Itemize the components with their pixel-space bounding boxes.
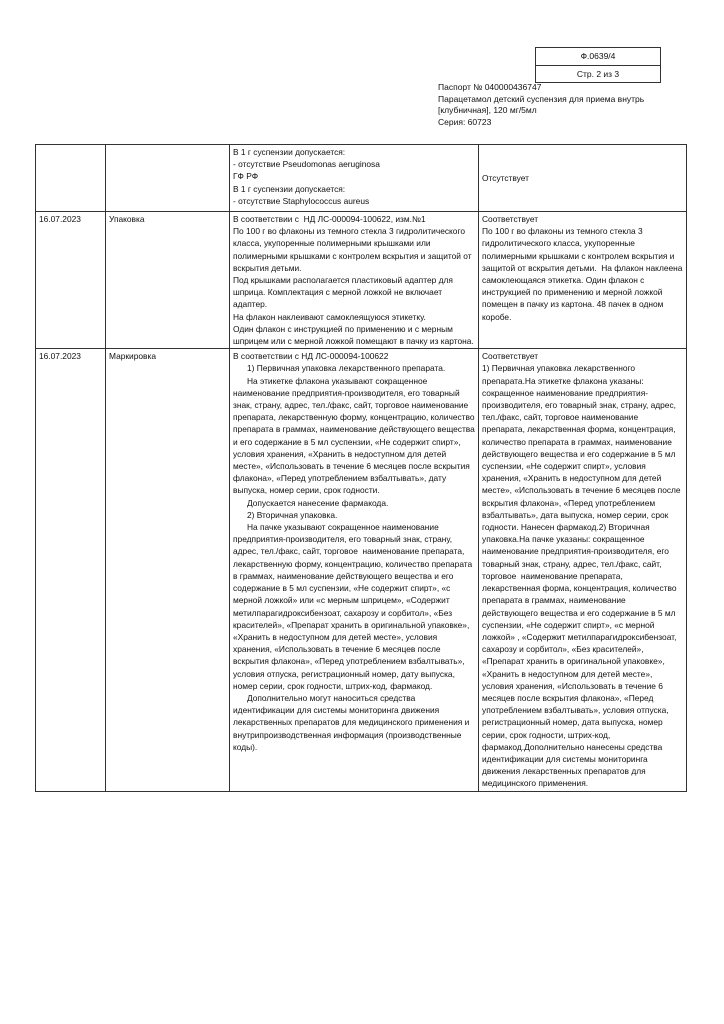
requirement-cell [230,349,479,791]
batch-number: Серия: 60723 [438,116,492,127]
product-name: Парацетамол детский суспензия для приема внутрь [438,93,645,104]
requirement-line: ГФ РФ [233,171,259,182]
passport-header [438,82,708,128]
requirement-line: 2) Вторичная упаковка. [233,509,338,520]
requirement-line: Допускается нанесение фармакода. [233,497,389,508]
requirement-line: Под крышками располагается пластиковый адаптер для шприца. Комплектация с мерной ложкой не включает адаптер. [233,275,456,310]
requirement-line: Один флакон с инструкцией по применению и с мерным шприцем или с мерной ложкой помещают в пачку из картона. [233,323,474,347]
requirement-line: На флакон наклеивают самоклеящуюся этикетку. [233,311,426,322]
table-row [36,212,687,349]
result-text: Соответствует [482,214,539,224]
date-cell: 16.07.2023 [36,212,106,349]
requirement-line: В соответствии с НД ЛС-000094-100622 [233,351,389,362]
requirement-line: На этикетке флакона указывают сокращенное наименование предприятия-производителя, его товарный знак, страну, адрес, тел./факс, сайт, торговое наименование препарата, лекарственную форму, концентрацию, количество препарата в граммах, наименование действующего вещества и его содержание в 5 мл суспензии, «Не содержит спирт», условия хранения, «Хранить в недоступном для детей месте», «Использовать в течение 6 месяцев после вскрытия флакона», «Перед употреблением взбалтывать», дату выпуска, номер серии, срок годности. [233,375,478,496]
requirement-line: В 1 г суспензии допускается: [233,147,346,157]
date-cell: 16.07.2023 [36,349,106,791]
form-code: Ф.0639/4 [580,51,616,61]
requirement-line: По 100 г во флаконы из темного стекла 3 гидролитического класса, укупоренные полимерными крышками или полимерными крышками с контролем вскрытия и защитой от вскрытия детьми. [233,226,474,273]
specification-table [35,144,687,792]
test-name-cell: Упаковка [106,212,230,349]
requirement-line: - отсутствие Staphylococcus aureus [233,195,370,206]
result-cell [479,212,687,349]
result-cell [479,145,687,212]
requirement-cell [230,212,479,349]
result-text: 1) Первичная упаковка лекарственного препарата.На этикетке флакона указаны: сокращенное наименование предприятия-производителя, его товарный знак, страну, адрес, тел./факс, сайт, торговое наименование препарата, лекарственная форма, концентрация, количество препарата в граммах, наименование действующего вещества и его содержание в 5 мл суспензии, «Не содержит спирт», условия хранения, «Хранить в недоступном для детей месте», «Использовать в течение 6 месяцев после вскрытия флакона», «Перед употреблением взбалтывать», дата выпуска, номер серии, срок годности. Нанесен фармакод.2) Вторичная упаковка.На пачке указаны: сокращенное наименование предприятия-производителя, его товарный знак, страну, адрес, тел./факс, сайт, торговое наименование препарата, лекарственная форма, концентрация, количество препарата в граммах, наименование действующего вещества и его содержание в 5 мл суспензии, «Не содержит спирт», «с мерной ложкой» , «Содержит метилпарагидроксибензоат, сахарозу и сорбитол», «Без красителей», «Препарат хранить в оригинальной упаковке», «Хранить в недоступном для детей месте», условия хранения, «Использовать в течение 6 месяцев после вскрытия флакона», «Перед употреблением взбалтывать», условия отпуска, регистрационный номер, дата выпуска, номер серии, срок годности, штрих-код, фармакод.Дополнительно нанесены средства идентификации для системы мониторинга движения лекарственных препаратов для медицинского применения. [482,363,683,789]
result-text: Соответствует [482,351,539,362]
requirement-line: 1) Первичная упаковка лекарственного препарата. [233,363,446,374]
requirement-line: В соответствии с НД ЛС-000094-100622, изм.№1 [233,214,426,224]
passport-number: Паспорт № 040000436747 [438,82,542,92]
result-text: По 100 г во флаконы из темного стекла 3 гидролитического класса, укупоренные полимерными крышками с контролем вскрытия и защитой от вскрытия детьми. На флакон наклеена самоклеющаяся этикетка. Один флакон с инструкцией по применению и мерной ложкой помещен в пачку из картона. 48 пачек в одном коробе. [482,226,685,322]
requirement-line: В 1 г суспензии допускается: [233,183,346,194]
test-name-cell [106,145,230,212]
date-cell [36,145,106,212]
result-text: Отсутствует [482,172,529,183]
form-code-box [535,47,661,83]
table-row [36,145,687,212]
requirement-line: На пачке указывают сокращенное наименование предприятия-производителя, его товарный знак, страну, адрес, тел./факс, сайт, торговое наименование препарата, лекарственную форму, концентрацию, количество препарата в граммах, наименование действующего вещества и его содержание в 5 мл суспензии, «Не содержит спирт», «с мерной ложкой» или «с мерным шприцем», «Содержит метилпарагидроксибензоат, сахарозу и сорбитол», «Без красителей», «Препарат хранить в оригинальной упаковке», «Хранить в недоступном для детей месте», условия хранения, «Использовать в течение 6 месяцев после вскрытия флакона», «Перед употреблением взбалтывать», условия отпуска, регистрационный номер, дату выпуска, номер серии, срок годности, штрих-код, фармакод. [233,522,475,691]
product-variant: [клубничная], 120 мг/5мл [438,105,537,116]
result-cell [479,349,687,791]
requirement-cell [230,145,479,212]
test-name-cell: Маркировка [106,349,230,791]
table-row [36,349,687,791]
page-number: Стр. 2 из 3 [536,65,660,83]
requirement-line: - отсутствие Pseudomonas aeruginosa [233,159,380,170]
requirement-line: Дополнительно могут наноситься средства идентификации для системы мониторинга движения лекарственных препаратов для медицинского применения и внутрипроизводственная информация (производственные коды). [233,692,472,752]
